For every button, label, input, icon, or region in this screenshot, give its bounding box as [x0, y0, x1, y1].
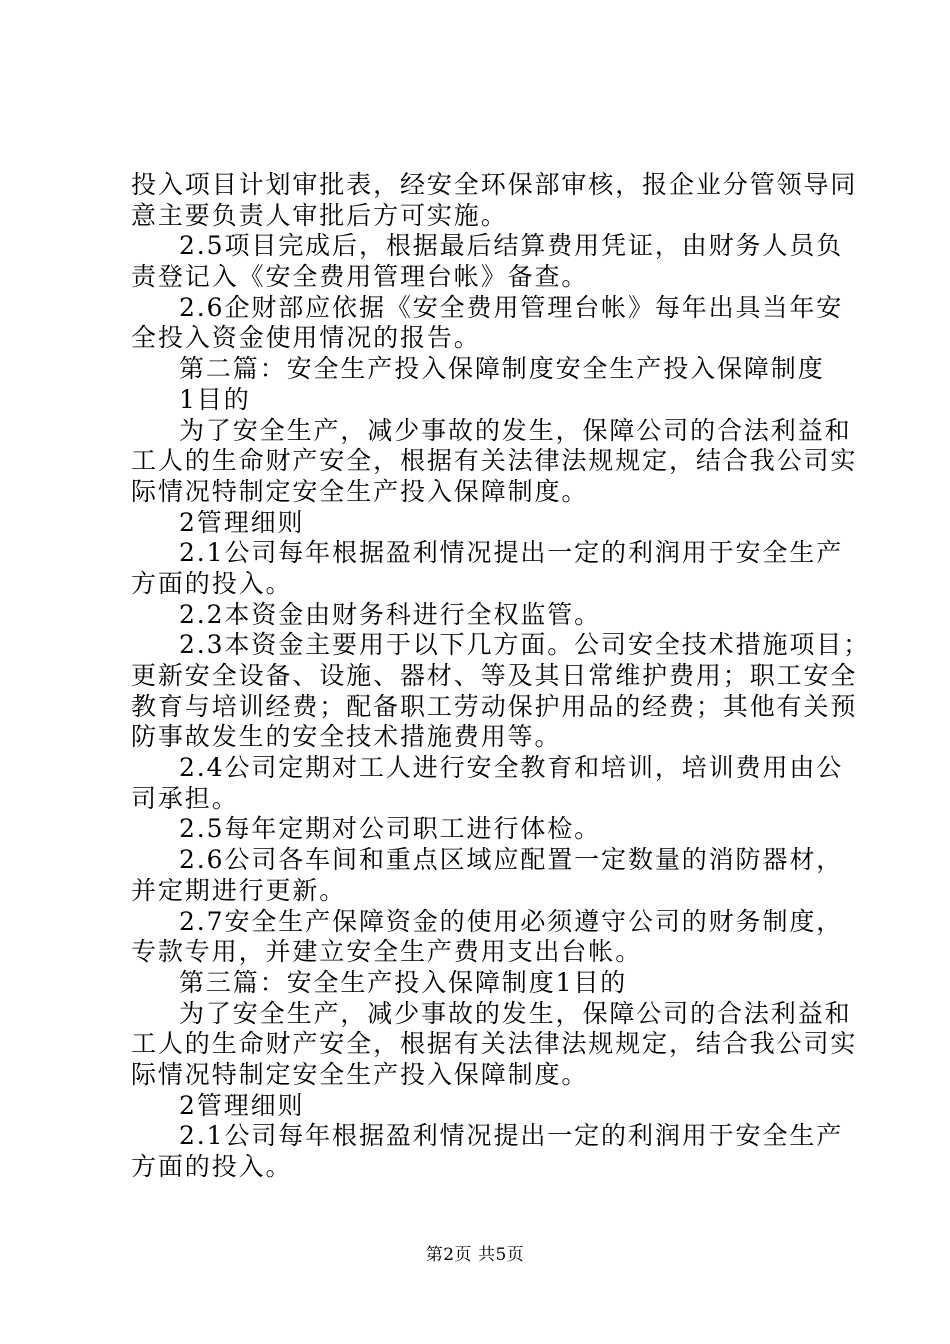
text-line: 2.7安全生产保障资金的使用必须遵守公司的财务制度，: [179, 906, 844, 936]
text-line: 2.1公司每年根据盈利情况提出一定的利润用于安全生产: [179, 538, 844, 568]
text-line: 2.3本资金主要用于以下几方面。公司安全技术措施项目；: [179, 630, 871, 660]
text-line: 1目的: [179, 384, 251, 414]
text-line: 意主要负责人审批后方可实施。: [131, 200, 508, 230]
text-line: 2.5项目完成后，根据最后结算费用凭证，由财务人员负: [179, 231, 844, 261]
text-line: 工人的生命财产安全，根据有关法律法规规定，结合我公司实: [131, 446, 858, 476]
text-line: 2.6企财部应依据《安全费用管理台帐》每年出具当年安: [179, 292, 844, 322]
text-line: 2.2本资金由财务科进行全权监管。: [179, 599, 602, 629]
text-line: 为了安全生产，减少事故的发生，保障公司的合法利益和: [179, 415, 852, 445]
text-line: 并定期进行更新。: [131, 875, 347, 905]
document-body: [131, 170, 871, 1183]
page-footer: 第2页 共5页: [425, 1245, 525, 1265]
text-line: 全投入资金使用情况的报告。: [131, 323, 481, 353]
text-line: 为了安全生产，减少事故的发生，保障公司的合法利益和: [179, 998, 852, 1028]
text-line: 投入项目计划审批表，经安全环保部审核，报企业分管领导同: [131, 170, 858, 199]
text-line: 方面的投入。: [131, 1152, 293, 1181]
text-line: 工人的生命财产安全，根据有关法律法规规定，结合我公司实: [131, 1029, 858, 1059]
text-line: 第三篇：安全生产投入保障制度1目的: [179, 967, 628, 997]
text-line: 2.5每年定期对公司职工进行体检。: [179, 814, 602, 844]
text-line: 责登记入《安全费用管理台帐》备查。: [131, 262, 589, 292]
text-line: 防事故发生的安全技术措施费用等。: [131, 722, 562, 752]
text-line: 2.1公司每年根据盈利情况提出一定的利润用于安全生产: [179, 1121, 844, 1151]
text-line: 司承担。: [131, 783, 239, 813]
text-line: 2管理细则: [179, 1090, 305, 1120]
text-line: 2.4公司定期对工人进行安全教育和培训，培训费用由公: [179, 753, 844, 783]
text-line: 教育与培训经费；配备职工劳动保护用品的经费；其他有关预: [131, 691, 858, 721]
text-line: 方面的投入。: [131, 568, 293, 598]
text-line: 第二篇：安全生产投入保障制度安全生产投入保障制度: [179, 354, 825, 384]
text-line: 际情况特制定安全生产投入保障制度。: [131, 476, 589, 506]
text-line: 专款专用，并建立安全生产费用支出台帐。: [131, 937, 643, 967]
text-line: 更新安全设备、设施、器材、等及其日常维护费用；职工安全: [131, 661, 858, 690]
text-line: 2.6公司各车间和重点区域应配置一定数量的消防器材，: [179, 845, 844, 875]
text-line: 际情况特制定安全生产投入保障制度。: [131, 1059, 589, 1089]
text-line: 2管理细则: [179, 507, 305, 537]
